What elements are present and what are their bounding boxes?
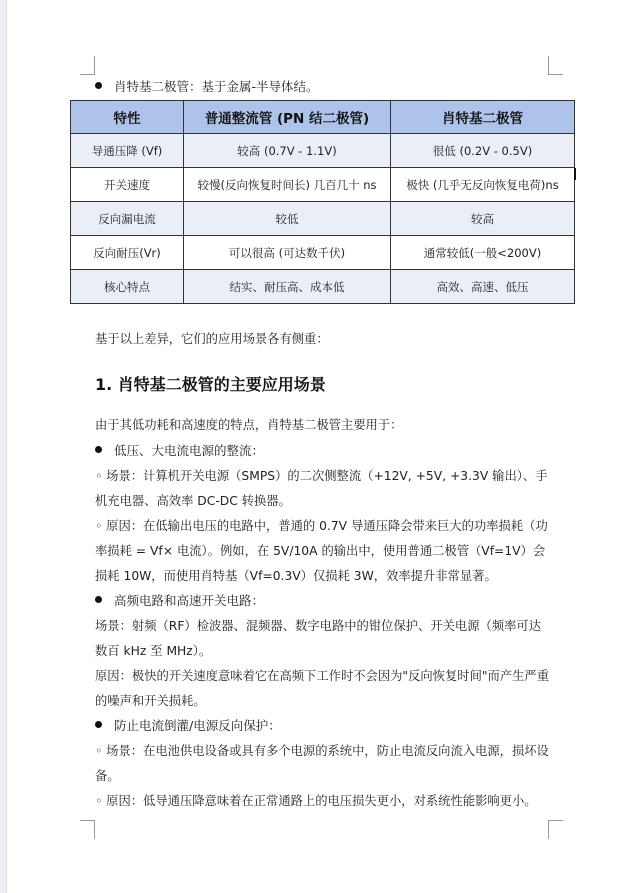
intro-bullet: 肖特基二极管：基于金属-半导体结。: [95, 79, 319, 95]
table-cell: 反向漏电流: [71, 202, 184, 236]
table-row: [71, 168, 575, 202]
table-header-cell: 特性: [71, 101, 184, 134]
table-cell: 可以很高 (可达数千伏): [184, 236, 391, 270]
table-cell: 结实、耐压高、成本低: [184, 270, 391, 304]
table-cell: 高效、高速、低压: [391, 270, 575, 304]
bullet-item: 防止电流倒灌/电源反向保护：: [95, 718, 281, 734]
table-row: [71, 270, 575, 304]
table-cell: 较慢(反向恢复时间长) 几百几十 ns: [184, 168, 391, 202]
transition-paragraph: 基于以上差异，它们的应用场景各有侧重：: [95, 332, 329, 346]
bullet-item: 高频电路和高速开关电路：: [95, 593, 264, 609]
scene-paragraph: ◦ 场景：计算机开关电源（SMPS）的二次侧整流（+12V, +5V, +3.3V 输出）、手机充电器、高效率 DC-DC 转换器。: [95, 469, 548, 508]
table-row: [71, 236, 575, 270]
comparison-table: [70, 100, 575, 304]
table-cell: 较高 (0.7V - 1.1V): [184, 134, 391, 168]
table-header-cell: 肖特基二极管: [391, 101, 575, 134]
table-cell: 反向耐压(Vr): [71, 236, 184, 270]
table-cell: 开关速度: [71, 168, 184, 202]
table-cell: 导通压降 (Vf): [71, 134, 184, 168]
lead-paragraph: 由于其低功耗和高速度的特点，肖特基二极管主要用于：: [95, 418, 403, 432]
crop-mark-top-left: [80, 56, 95, 75]
table-row: [71, 134, 575, 168]
reason-paragraph: ◦ 原因：低导通压降意味着在正常通路上的电压损失更小，对系统性能影响更小。: [95, 794, 537, 808]
crop-mark-top-right: [548, 56, 563, 75]
page-left-margin-bar: [0, 0, 7, 893]
table-cell: 通常较低(一般<200V): [391, 236, 575, 270]
section-heading: 1. 肖特基二极管的主要应用场景: [95, 375, 326, 394]
table-cell: 较低: [184, 202, 391, 236]
scene-paragraph: 场景：射频（RF）检波器、混频器、数字电路中的钳位保护、开关电源（频率可达数百 kHz 至 MHz）。: [95, 619, 542, 658]
table-row: [71, 202, 575, 236]
table-cell: 较高: [391, 202, 575, 236]
bullet-icon: [95, 82, 102, 89]
text-cursor: [574, 168, 576, 180]
table-header-row: [71, 101, 575, 134]
crop-mark-bottom-left: [80, 820, 95, 839]
table-cell: 极快 (几乎无反向恢复电荷)ns: [391, 168, 575, 202]
table-header-cell: 普通整流管 (PN 结二极管): [184, 101, 391, 134]
scene-paragraph: ◦ 场景：在电池供电设备或具有多个电源的系统中，防止电流反向流入电源，损坏设备。: [95, 744, 549, 783]
crop-mark-bottom-right: [548, 820, 563, 839]
bullet-icon: [95, 446, 102, 453]
table-cell: 很低 (0.2V - 0.5V): [391, 134, 575, 168]
reason-paragraph: ◦ 原因：在低输出电压的电路中，普通的 0.7V 导通压降会带来巨大的功率损耗（功率损耗 = Vf× 电流）。例如，在 5V/10A 的输出中，使用普通二极管（Vf=1V）会损耗 10W，而使用肖特基（Vf=0.3V）仅损耗 3W，效率提升非常显著。: [95, 519, 548, 583]
bullet-item: 低压、大电流电源的整流：: [95, 443, 264, 459]
bullet-icon: [95, 721, 102, 728]
reason-paragraph: 原因：极快的开关速度意味着它在高频下工作时不会因为"反向恢复时间"而产生严重的噪声和开关损耗。: [95, 669, 550, 708]
table-cell: 核心特点: [71, 270, 184, 304]
bullet-icon: [95, 596, 102, 603]
